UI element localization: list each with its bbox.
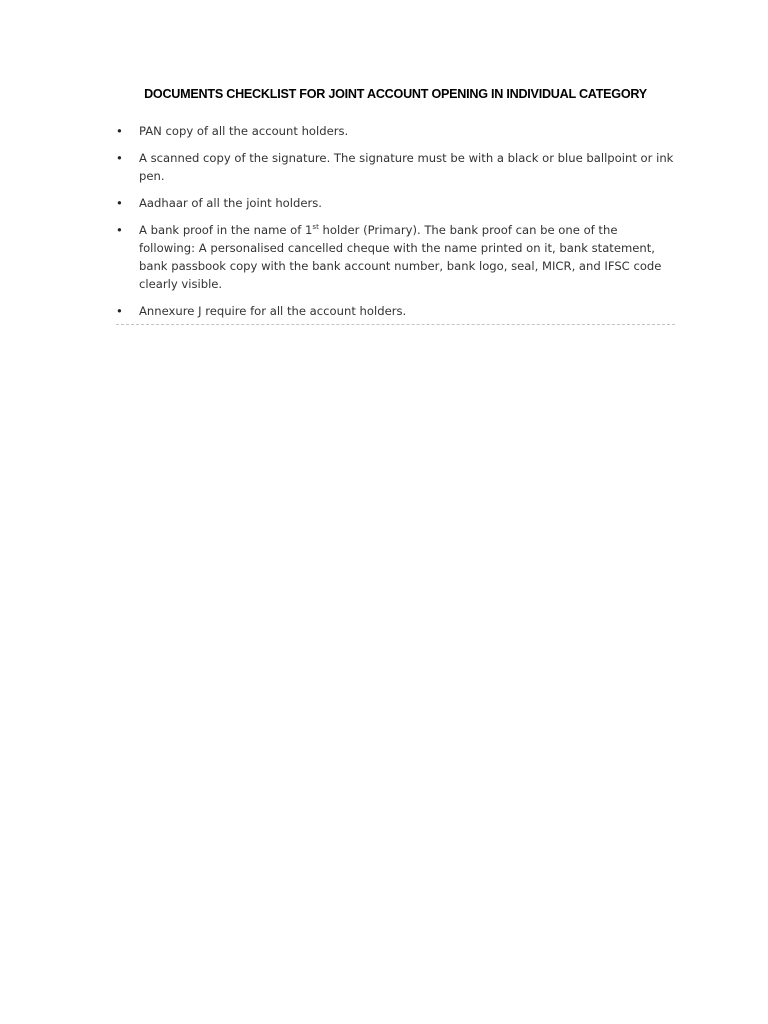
checklist-item-annexure — [116, 302, 675, 320]
bullet-icon: • — [116, 151, 123, 165]
checklist-item-aadhaar — [116, 194, 675, 212]
dashed-divider — [116, 324, 675, 325]
checklist-item-text-after: holder (Primary). The bank proof can be one of the following: A personalised cancelled cheque with the name printed on it, bank statement, bank passbook copy with the bank account number, bank logo, seal, MICR, and IFSC code clearly visible. — [139, 223, 662, 291]
checklist-item-bank-proof — [116, 221, 675, 293]
checklist-item-text: A scanned copy of the signature. The signature must be with a black or blue ballpoint or ink pen. — [139, 151, 674, 183]
checklist-item-text: Annexure J require for all the account holders. — [139, 304, 407, 318]
checklist-item-text: Aadhaar of all the joint holders. — [139, 196, 322, 210]
checklist-item-text-before: A bank proof in the name of 1 — [139, 223, 313, 237]
checklist-item-text — [139, 221, 675, 293]
checklist-item-pan — [116, 122, 675, 140]
ordinal-superscript: st — [312, 223, 319, 231]
document-title: DOCUMENTS CHECKLIST FOR JOINT ACCOUNT OPENING IN INDIVIDUAL CATEGORY — [144, 87, 647, 101]
checklist-item-signature — [116, 149, 675, 185]
checklist — [116, 122, 675, 320]
bullet-icon: • — [116, 304, 123, 318]
checklist-item-text: PAN copy of all the account holders. — [139, 124, 349, 138]
bullet-icon: • — [116, 223, 123, 237]
bullet-icon: • — [116, 124, 123, 138]
bullet-icon: • — [116, 196, 123, 210]
